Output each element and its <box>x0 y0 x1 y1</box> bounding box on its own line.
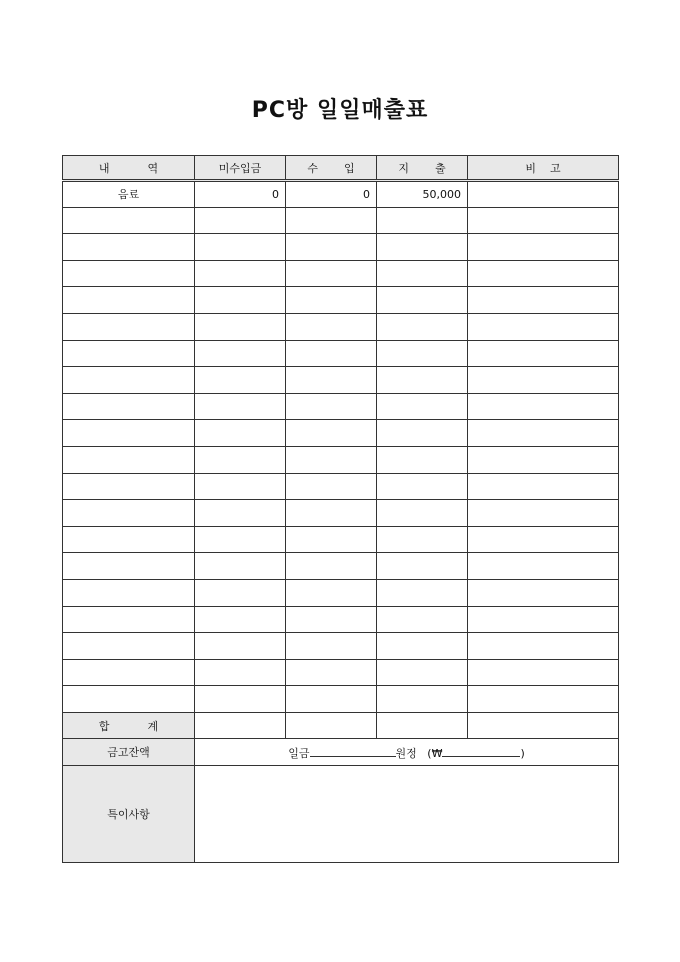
table-row <box>63 393 619 420</box>
balance-row <box>63 739 619 766</box>
cell-item[interactable] <box>63 526 195 553</box>
notes-row <box>63 766 619 863</box>
cell-income[interactable] <box>286 207 377 234</box>
cell-unpaid[interactable] <box>195 686 286 713</box>
cell-remark[interactable] <box>468 260 619 287</box>
cell-expense[interactable]: 50,000 <box>377 181 468 208</box>
cell-item[interactable] <box>63 686 195 713</box>
cell-unpaid[interactable] <box>195 313 286 340</box>
cell-remark[interactable] <box>468 446 619 473</box>
cell-unpaid[interactable] <box>195 367 286 394</box>
cell-unpaid[interactable] <box>195 500 286 527</box>
cell-remark[interactable] <box>468 473 619 500</box>
cell-item[interactable] <box>63 207 195 234</box>
cell-expense[interactable] <box>377 579 468 606</box>
currency-close: ) <box>520 746 525 760</box>
cell-income[interactable] <box>286 260 377 287</box>
total-label: 합 계 <box>63 712 195 739</box>
cell-income[interactable] <box>286 287 377 314</box>
cell-expense[interactable] <box>377 659 468 686</box>
cell-remark[interactable] <box>468 207 619 234</box>
cell-expense[interactable] <box>377 473 468 500</box>
cell-unpaid[interactable] <box>195 420 286 447</box>
cell-income[interactable] <box>286 473 377 500</box>
cell-item[interactable] <box>63 633 195 660</box>
header-unpaid: 미수입금 <box>195 156 286 181</box>
cell-income[interactable] <box>286 234 377 261</box>
cell-remark[interactable] <box>468 659 619 686</box>
cell-unpaid[interactable] <box>195 287 286 314</box>
table-row <box>63 553 619 580</box>
cell-expense[interactable] <box>377 367 468 394</box>
sales-table <box>62 155 619 863</box>
cell-expense[interactable] <box>377 234 468 261</box>
cell-unpaid[interactable] <box>195 446 286 473</box>
currency-open: (₩ <box>427 746 443 760</box>
cell-income[interactable]: 0 <box>286 181 377 208</box>
cell-unpaid[interactable] <box>195 526 286 553</box>
cell-income[interactable] <box>286 553 377 580</box>
cell-item[interactable] <box>63 260 195 287</box>
cell-expense[interactable] <box>377 553 468 580</box>
cell-remark[interactable] <box>468 500 619 527</box>
cell-income[interactable] <box>286 526 377 553</box>
cell-unpaid[interactable] <box>195 606 286 633</box>
cell-item[interactable] <box>63 287 195 314</box>
cell-expense[interactable] <box>377 633 468 660</box>
table-row <box>63 500 619 527</box>
cell-expense[interactable] <box>377 446 468 473</box>
cell-item[interactable] <box>63 606 195 633</box>
cell-item[interactable] <box>63 234 195 261</box>
table-row <box>63 181 619 208</box>
cell-expense[interactable] <box>377 500 468 527</box>
cell-remark[interactable] <box>468 553 619 580</box>
cell-item[interactable] <box>63 313 195 340</box>
notes-area[interactable] <box>195 766 619 863</box>
amount-line[interactable] <box>310 744 396 757</box>
table-row <box>63 367 619 394</box>
cell-expense[interactable] <box>377 340 468 367</box>
table-row <box>63 526 619 553</box>
table-row <box>63 313 619 340</box>
cell-remark[interactable] <box>468 367 619 394</box>
cell-item[interactable] <box>63 367 195 394</box>
cell-item[interactable] <box>63 579 195 606</box>
balance-amount[interactable] <box>195 739 619 766</box>
header-income: 수 입 <box>286 156 377 181</box>
cell-unpaid[interactable]: 0 <box>195 181 286 208</box>
cell-remark[interactable] <box>468 181 619 208</box>
cell-remark[interactable] <box>468 234 619 261</box>
cell-item[interactable] <box>63 500 195 527</box>
table-row <box>63 686 619 713</box>
cell-income[interactable] <box>286 340 377 367</box>
cell-expense[interactable] <box>377 606 468 633</box>
cell-income[interactable] <box>286 579 377 606</box>
cell-item[interactable] <box>63 420 195 447</box>
table-row <box>63 606 619 633</box>
table-row <box>63 340 619 367</box>
total-expense[interactable] <box>377 712 468 739</box>
cell-income[interactable] <box>286 500 377 527</box>
cell-expense[interactable] <box>377 313 468 340</box>
cell-unpaid[interactable] <box>195 340 286 367</box>
cell-unpaid[interactable] <box>195 260 286 287</box>
cell-income[interactable] <box>286 633 377 660</box>
cell-income[interactable] <box>286 686 377 713</box>
cell-income[interactable] <box>286 606 377 633</box>
cell-remark[interactable] <box>468 287 619 314</box>
cell-expense[interactable] <box>377 686 468 713</box>
page-title: PC방 일일매출표 <box>251 98 429 123</box>
table-row <box>63 579 619 606</box>
cell-remark[interactable] <box>468 686 619 713</box>
cell-unpaid[interactable] <box>195 393 286 420</box>
cell-remark[interactable] <box>468 340 619 367</box>
cell-unpaid[interactable] <box>195 633 286 660</box>
cell-income[interactable] <box>286 420 377 447</box>
cell-expense[interactable] <box>377 287 468 314</box>
cell-unpaid[interactable] <box>195 473 286 500</box>
cell-expense[interactable] <box>377 393 468 420</box>
cell-item[interactable]: 음료 <box>63 181 195 208</box>
total-remark[interactable] <box>468 712 619 739</box>
cell-remark[interactable] <box>468 393 619 420</box>
cell-unpaid[interactable] <box>195 579 286 606</box>
cell-remark[interactable] <box>468 606 619 633</box>
table-row <box>63 659 619 686</box>
cell-remark[interactable] <box>468 420 619 447</box>
cell-unpaid[interactable] <box>195 234 286 261</box>
cell-income[interactable] <box>286 367 377 394</box>
header-item: 내 역 <box>63 156 195 181</box>
cell-item[interactable] <box>63 473 195 500</box>
balance-prefix: 일금 <box>288 746 310 760</box>
cell-item[interactable] <box>63 446 195 473</box>
cell-remark[interactable] <box>468 526 619 553</box>
cell-unpaid[interactable] <box>195 553 286 580</box>
cell-remark[interactable] <box>468 633 619 660</box>
cell-income[interactable] <box>286 393 377 420</box>
cell-expense[interactable] <box>377 420 468 447</box>
cell-item[interactable] <box>63 340 195 367</box>
table-row <box>63 446 619 473</box>
table-row <box>63 260 619 287</box>
total-income[interactable] <box>286 712 377 739</box>
cell-remark[interactable] <box>468 579 619 606</box>
table-row <box>63 234 619 261</box>
cell-item[interactable] <box>63 553 195 580</box>
table-row <box>63 473 619 500</box>
total-unpaid[interactable] <box>195 712 286 739</box>
cell-expense[interactable] <box>377 526 468 553</box>
table-row <box>63 287 619 314</box>
table-row <box>63 207 619 234</box>
amount-line-won[interactable] <box>442 744 520 757</box>
cell-expense[interactable] <box>377 207 468 234</box>
table-row <box>63 420 619 447</box>
header-expense: 지 출 <box>377 156 468 181</box>
cell-unpaid[interactable] <box>195 207 286 234</box>
cell-remark[interactable] <box>468 313 619 340</box>
cell-income[interactable] <box>286 313 377 340</box>
total-row <box>63 712 619 739</box>
header-remark: 비 고 <box>468 156 619 181</box>
header-row <box>63 156 619 181</box>
notes-label: 특이사항 <box>63 766 195 863</box>
cell-item[interactable] <box>63 393 195 420</box>
cell-item[interactable] <box>63 659 195 686</box>
cell-income[interactable] <box>286 446 377 473</box>
balance-won: 원정 <box>395 746 417 760</box>
cell-unpaid[interactable] <box>195 659 286 686</box>
table-row <box>63 633 619 660</box>
balance-label: 금고잔액 <box>63 739 195 766</box>
cell-income[interactable] <box>286 659 377 686</box>
cell-expense[interactable] <box>377 260 468 287</box>
